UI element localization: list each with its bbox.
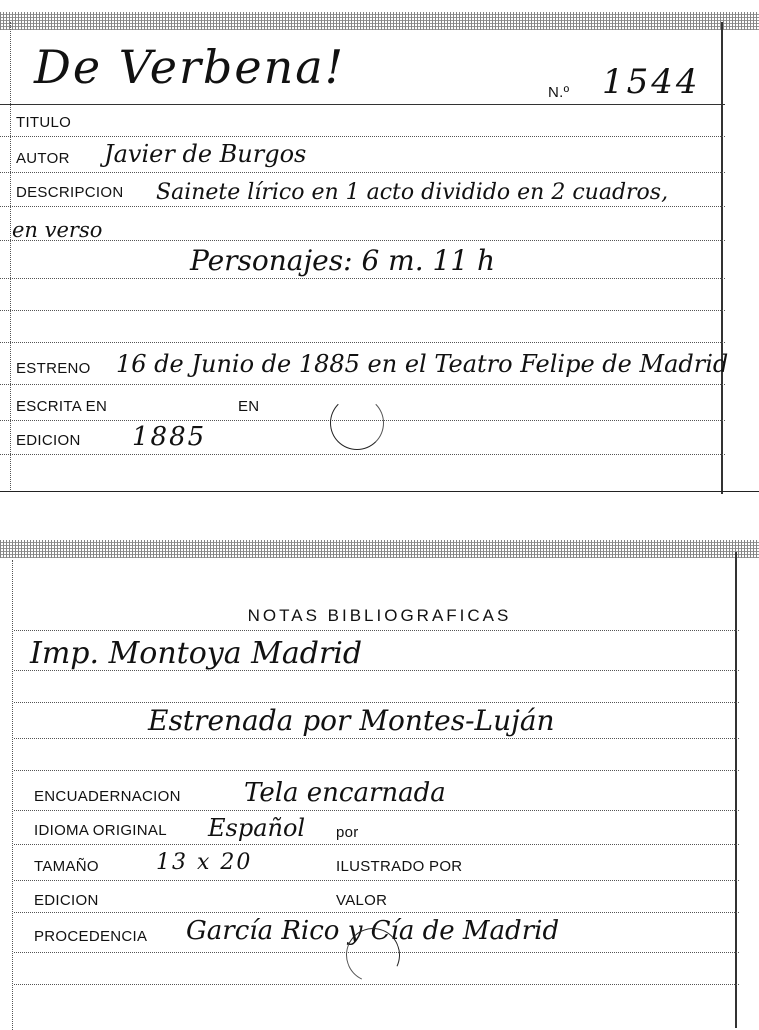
idioma-value: Español xyxy=(208,814,306,842)
note-line-2: Estrenada por Montes-Luján xyxy=(148,704,555,737)
ilustrado-label: ILUSTRADO POR xyxy=(336,858,463,875)
back-edicion-label: EDICION xyxy=(34,892,99,909)
edicion-value: 1885 xyxy=(132,422,207,452)
catalog-card-back xyxy=(0,540,759,1028)
rule xyxy=(0,104,725,105)
note-line-1: Imp. Montoya Madrid xyxy=(30,636,363,671)
rule xyxy=(0,206,725,207)
rule xyxy=(0,172,725,173)
procedencia-value: García Rico y Cía de Madrid xyxy=(186,916,560,946)
valor-label: VALOR xyxy=(336,892,388,909)
punch-hole-icon xyxy=(330,396,384,450)
escrita-en-label: ESCRITA EN xyxy=(16,398,108,415)
rule xyxy=(14,630,739,631)
personajes-value: Personajes: 6 m. 11 h xyxy=(190,244,496,277)
estreno-value: 16 de Junio de 1885 en el Teatro Felipe de Madrid xyxy=(116,350,729,378)
number-label: N.º xyxy=(548,84,570,101)
rule xyxy=(14,810,739,811)
descripcion-value: Sainete lírico en 1 acto dividido en 2 cuadros, xyxy=(156,180,669,205)
autor-label: AUTOR xyxy=(16,150,70,167)
tamano-label: TAMAÑO xyxy=(34,858,99,875)
rule xyxy=(0,384,725,385)
rule xyxy=(14,770,739,771)
card-border-left xyxy=(10,22,12,492)
idioma-label: IDIOMA ORIGINAL xyxy=(34,822,167,839)
autor-value: Javier de Burgos xyxy=(104,140,307,168)
descripcion-continuation: en verso xyxy=(12,218,103,242)
catalog-number: 1544 xyxy=(602,62,701,102)
por-label: por xyxy=(336,824,359,841)
rule xyxy=(14,984,739,985)
encuadernacion-label: ENCUADERNACION xyxy=(34,788,181,805)
rule xyxy=(0,136,725,137)
card-bottom-edge xyxy=(0,491,759,492)
rule xyxy=(14,670,739,671)
rule xyxy=(14,844,739,845)
procedencia-label: PROCEDENCIA xyxy=(34,928,148,945)
descripcion-label: DESCRIPCION xyxy=(16,184,124,201)
rule xyxy=(14,880,739,881)
tamano-value: 13 x 20 xyxy=(156,850,253,875)
rule xyxy=(0,240,725,241)
rule xyxy=(14,702,739,703)
rule xyxy=(0,454,725,455)
card-edge-texture xyxy=(0,12,759,30)
rule xyxy=(14,738,739,739)
work-title: De Verbena! xyxy=(34,40,346,94)
card-edge-texture xyxy=(0,540,759,558)
rule xyxy=(14,912,739,913)
en-label: EN xyxy=(238,398,260,415)
notas-heading: NOTAS BIBLIOGRAFICAS xyxy=(247,606,512,625)
rule xyxy=(0,310,725,311)
estreno-label: ESTRENO xyxy=(16,360,91,377)
card-border-right xyxy=(721,22,723,494)
titulo-label: TITULO xyxy=(16,114,72,131)
catalog-card-front xyxy=(0,0,759,494)
encuadernacion-value: Tela encarnada xyxy=(244,778,446,808)
edicion-label: EDICION xyxy=(16,432,81,449)
rule xyxy=(0,278,725,279)
rule xyxy=(0,342,725,343)
